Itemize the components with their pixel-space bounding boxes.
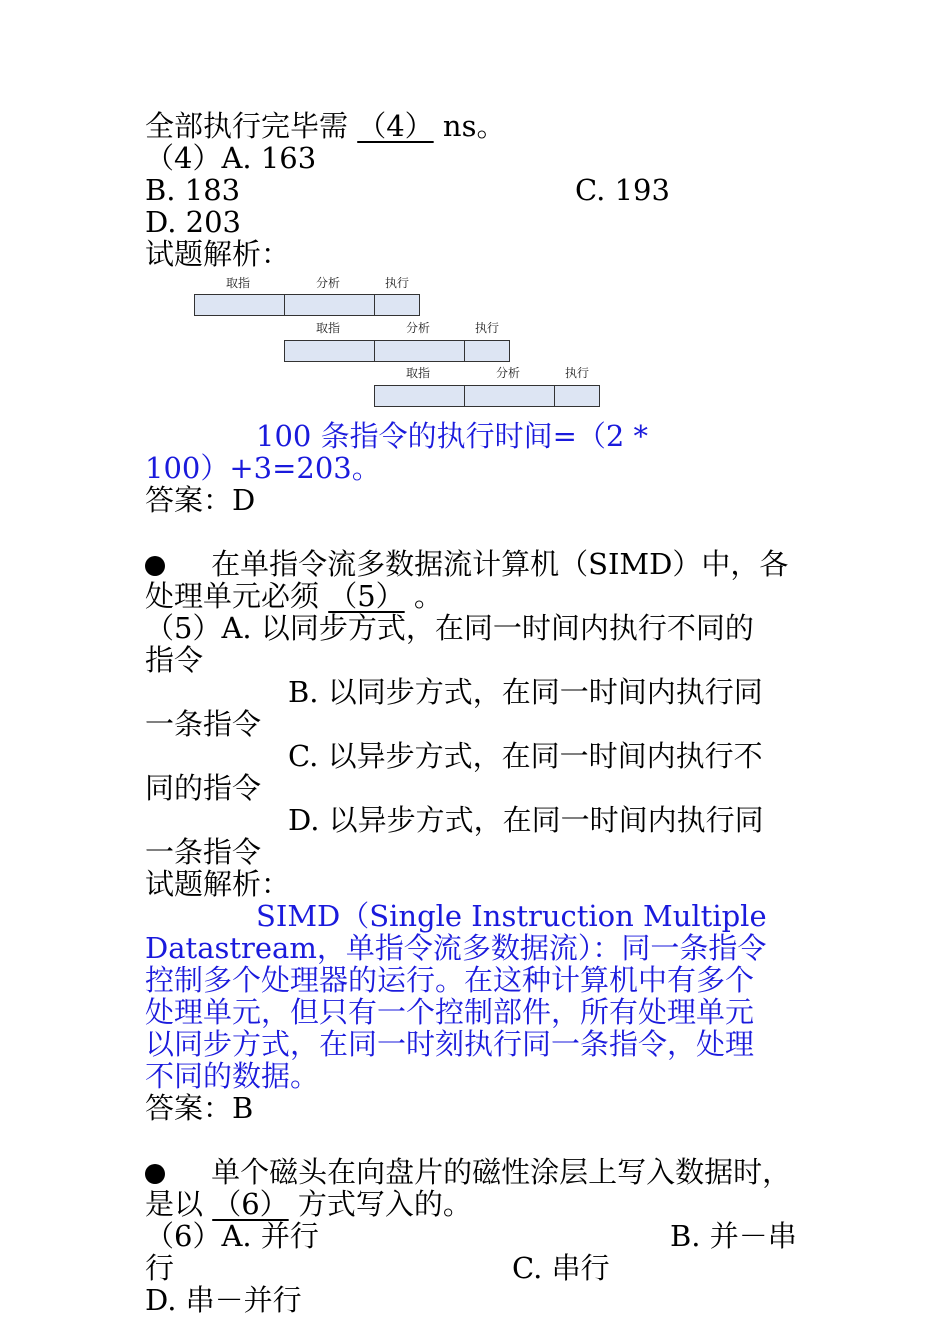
q5-explanation-line: 以同步方式，在同一时刻执行同一条指令，处理 bbox=[145, 1027, 755, 1061]
q5-stem-end: 。 bbox=[404, 579, 443, 613]
q4-explanation-line-2: 100）+3=203。 bbox=[145, 451, 381, 485]
stage-label-analyze: 分析 bbox=[406, 321, 431, 335]
q6-option-c: C. 串行 bbox=[512, 1251, 610, 1285]
q5-blank: （5） bbox=[328, 579, 405, 613]
bullet-icon bbox=[145, 1164, 165, 1184]
pipeline-segment-fetch bbox=[374, 385, 465, 407]
q5-option-d-line-2: 一条指令 bbox=[145, 835, 262, 869]
pipeline-segment-execute bbox=[374, 294, 420, 316]
pipeline-segment-analyze bbox=[284, 294, 375, 316]
q5-analysis-label: 试题解析： bbox=[145, 867, 291, 901]
bullet-icon bbox=[145, 556, 165, 576]
q5-stem-text: 在单指令流多数据流计算机（SIMD）中，各 bbox=[211, 547, 789, 581]
q5-explanation-line: SIMD（Single Instruction Multiple bbox=[256, 899, 767, 933]
stage-label-analyze: 分析 bbox=[496, 366, 521, 380]
q5-option-b-line-1: B. 以同步方式，在同一时间内执行同 bbox=[288, 675, 763, 709]
stage-label-fetch: 取指 bbox=[406, 366, 431, 380]
pipeline-segment-fetch bbox=[284, 340, 375, 362]
q4-explanation-line-1: 100 条指令的执行时间=（2 * bbox=[256, 419, 649, 453]
q6-option-b-line-1: B. 并－串 bbox=[670, 1219, 797, 1253]
q4-blank: （4） bbox=[357, 109, 434, 143]
stage-label-execute: 执行 bbox=[475, 321, 500, 335]
pipeline-segment-analyze bbox=[464, 385, 555, 407]
q5-stem-line-1 bbox=[145, 548, 788, 580]
q6-option-d: D. 串－并行 bbox=[145, 1283, 302, 1317]
q4-option-d: D. 203 bbox=[145, 205, 242, 239]
q5-explanation-line: Datastream，单指令流多数据流）：同一条指令 bbox=[145, 931, 767, 965]
q4-answer: 答案：D bbox=[145, 483, 256, 517]
q4-option-b: B. 183 bbox=[145, 173, 241, 207]
q6-stem-line-1 bbox=[145, 1156, 791, 1188]
q6-stem-text: 单个磁头在向盘片的磁性涂层上写入数据时， bbox=[211, 1155, 792, 1189]
q5-explanation-line: 控制多个处理器的运行。在这种计算机中有多个 bbox=[145, 963, 755, 997]
q6-blank: （6） bbox=[212, 1187, 289, 1221]
q6-option-a: （6）A. 并行 bbox=[145, 1219, 319, 1253]
pipeline-segment-fetch bbox=[194, 294, 285, 316]
q5-option-b-line-2: 一条指令 bbox=[145, 707, 262, 741]
q5-stem-line-2 bbox=[145, 580, 443, 612]
stage-label-execute: 执行 bbox=[385, 276, 410, 290]
q5-explanation-line: 不同的数据。 bbox=[145, 1059, 320, 1093]
q5-explanation-line: 处理单元，但只有一个控制部件，所有处理单元 bbox=[145, 995, 755, 1029]
q5-option-d-line-1: D. 以异步方式，在同一时间内执行同 bbox=[288, 803, 764, 837]
q4-option-c: C. 193 bbox=[575, 173, 670, 207]
stage-label-analyze: 分析 bbox=[316, 276, 341, 290]
q5-option-a-line-2: 指令 bbox=[145, 643, 204, 677]
stage-label-fetch: 取指 bbox=[226, 276, 251, 290]
q6-stem-line-2 bbox=[145, 1188, 472, 1220]
q4-stem bbox=[145, 110, 505, 142]
q5-option-c-line-2: 同的指令 bbox=[145, 771, 262, 805]
q6-stem-end: 方式写入的。 bbox=[288, 1187, 472, 1221]
pipeline-segment-analyze bbox=[374, 340, 465, 362]
stage-label-fetch: 取指 bbox=[316, 321, 341, 335]
pipeline-segment-execute bbox=[464, 340, 510, 362]
pipeline-segment-execute bbox=[554, 385, 600, 407]
q5-option-c-line-1: C. 以异步方式，在同一时间内执行不 bbox=[288, 739, 763, 773]
q5-stem-text-2: 处理单元必须 bbox=[145, 579, 329, 613]
q6-option-b-line-2: 行 bbox=[145, 1251, 175, 1285]
q4-analysis-label: 试题解析： bbox=[145, 237, 291, 271]
q4-stem-unit: ns。 bbox=[433, 109, 506, 143]
q4-stem-text: 全部执行完毕需 bbox=[145, 109, 358, 143]
q5-option-a-line-1: （5）A. 以同步方式，在同一时间内执行不同的 bbox=[145, 611, 754, 645]
q4-option-a: （4）A. 163 bbox=[145, 141, 317, 175]
stage-label-execute: 执行 bbox=[565, 366, 590, 380]
q6-stem-text-2: 是以 bbox=[145, 1187, 213, 1221]
q5-answer: 答案：B bbox=[145, 1091, 254, 1125]
